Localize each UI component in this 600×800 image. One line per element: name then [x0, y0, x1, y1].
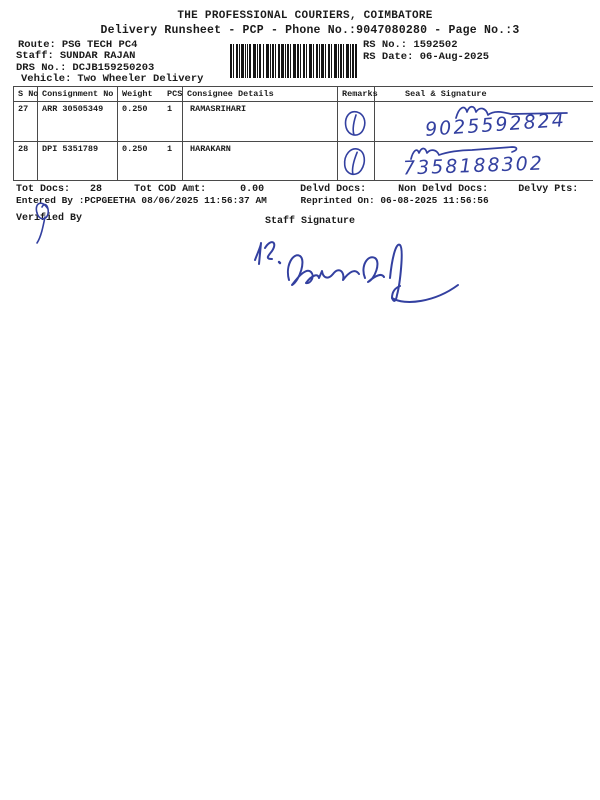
tot-cod-label: Tot COD Amt: [134, 184, 207, 195]
totals-line [16, 184, 578, 195]
row2-weight: 0.250 [122, 144, 148, 154]
delvy-pts-label: Delvy Pts: [518, 184, 579, 195]
staff-label: Staff: [16, 50, 54, 62]
col-header-weight: Weight [122, 89, 153, 99]
delvd-docs-label: Delvd Docs: [300, 184, 367, 195]
rs-no-line [363, 39, 489, 51]
handwritten-signature-icon [245, 228, 465, 310]
vehicle-value: Two Wheeler Delivery [77, 73, 204, 85]
row1-seal-phone: 9025592824 [424, 109, 567, 141]
staff-signature-label: Staff Signature [265, 216, 356, 227]
staff-line [16, 50, 135, 62]
handwritten-tick-icon [26, 197, 60, 245]
tot-docs-label: Tot Docs: [16, 184, 71, 195]
row1-weight: 0.250 [122, 104, 148, 114]
route-label: Route: [18, 39, 56, 51]
row2-remarks [338, 142, 375, 180]
row2-seal-phone: 7358188302 [402, 152, 545, 180]
route-value: PSG TECH PC4 [61, 39, 138, 51]
rs-date-line [363, 51, 489, 63]
non-delvd-docs-label: Non Delvd Docs: [398, 184, 489, 195]
col-header-consignment: Consignment No [38, 87, 118, 101]
staff-value: SUNDAR RAJAN [59, 50, 136, 62]
row1-remarks [338, 102, 375, 141]
row1-sno: 27 [14, 102, 38, 141]
entered-by-text: Entered By :PCPGEETHA 08/06/2025 11:56:37 AM [16, 195, 267, 206]
barcode-icon [230, 44, 358, 78]
table-row [14, 102, 593, 142]
row2-consignee: HARAKARN [183, 142, 338, 180]
rs-no-value: 1592502 [413, 39, 458, 51]
row1-consignment: ARR 30505349 [38, 102, 118, 141]
col-header-pcs: PCS [163, 87, 183, 101]
row1-pcs: 1 [163, 102, 183, 141]
table-row [14, 142, 593, 181]
vehicle-label: Vehicle: [21, 73, 72, 85]
col-header-sno: S No [14, 87, 38, 101]
rs-block [363, 39, 489, 63]
rs-no-label: RS No.: [363, 39, 408, 51]
entered-by-line [16, 195, 489, 206]
row2-sno: 28 [14, 142, 38, 180]
tot-docs-value: 28 [90, 184, 103, 195]
rs-date-label: RS Date: [363, 51, 414, 63]
handwritten-circled-mark-icon [342, 109, 368, 141]
runsheet-table [13, 86, 593, 181]
col-header-consignee: Consignee Details [183, 87, 338, 101]
row2-seal-signature [375, 142, 592, 180]
handwritten-circled-mark-icon [339, 145, 368, 182]
vehicle-line [21, 73, 203, 85]
rs-date-value: 06-Aug-2025 [419, 51, 490, 63]
row1-seal-signature [375, 102, 592, 141]
drs-label: DRS No.: [16, 62, 67, 74]
row2-pcs: 1 [163, 142, 183, 180]
verified-by-label: Verified By [16, 213, 83, 224]
drs-value: DCJB159250203 [72, 62, 155, 74]
reprinted-on-text: Reprinted On: 06-08-2025 11:56:56 [300, 195, 489, 206]
tot-cod-value: 0.00 [240, 184, 265, 195]
company-title: THE PROFESSIONAL COURIERS, COIMBATORE [177, 10, 433, 22]
col-header-remarks: Remarks [338, 87, 375, 101]
runsheet-subtitle: Delivery Runsheet - PCP - Phone No.:9047080280 - Page No.:3 [100, 24, 520, 37]
table-header-row [14, 87, 593, 102]
row1-consignee: RAMASRIHARI [183, 102, 338, 141]
col-header-seal: Seal & Signature [405, 89, 487, 99]
row2-consignment: DPI 5351789 [38, 142, 118, 180]
